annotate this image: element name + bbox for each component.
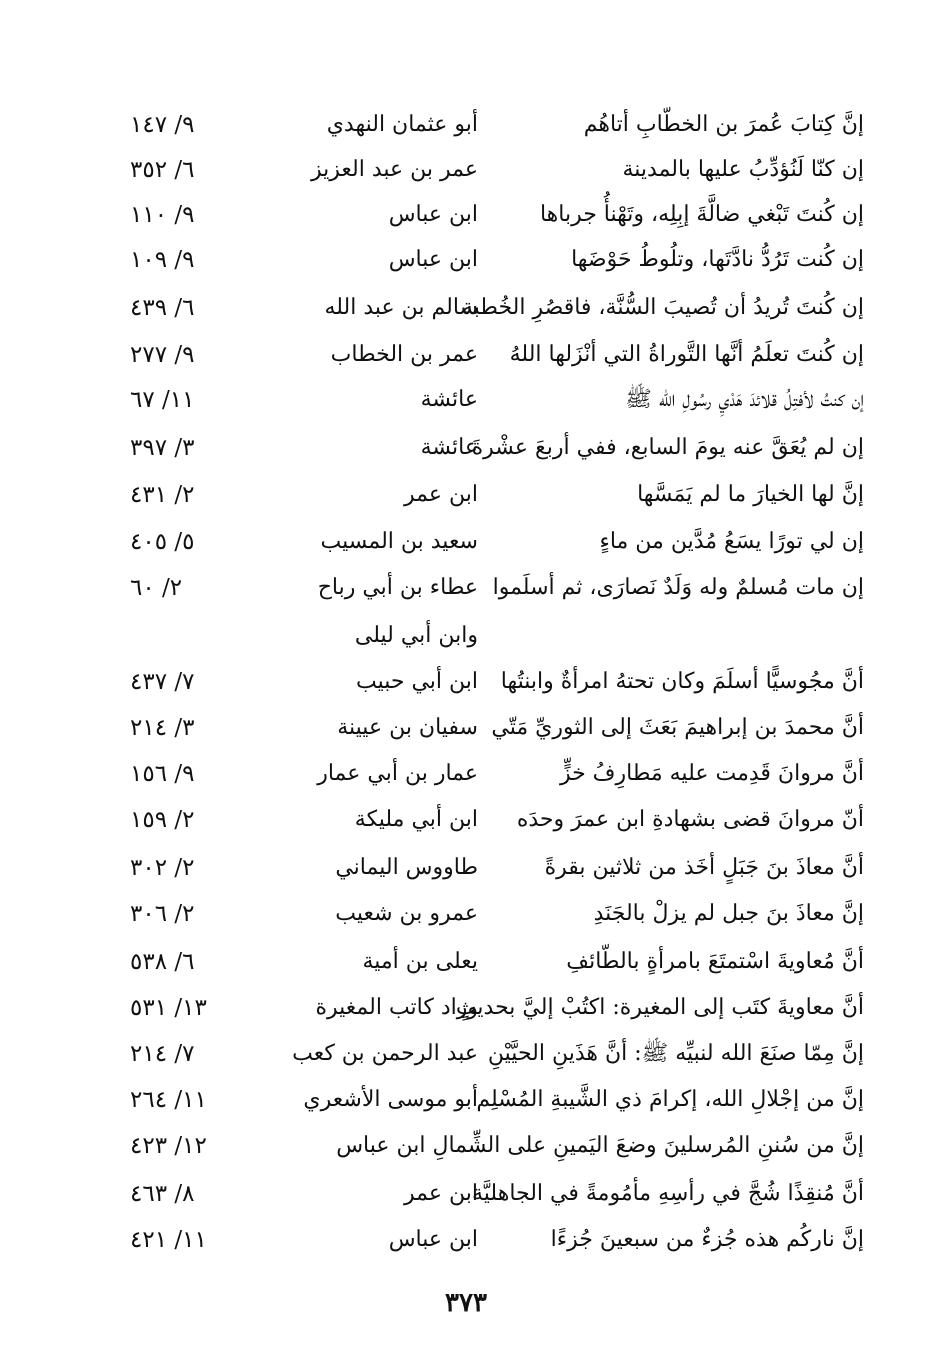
index-entry [0, 708, 932, 748]
volume-page-ref: ٨/ ٤٦٣ [130, 1181, 195, 1207]
index-entry [0, 1174, 932, 1214]
volume-page-ref: ١٣/ ٥٣١ [130, 995, 207, 1021]
narrator: سعيد بن المسيب [320, 529, 478, 554]
hadith-text: أنَّ معاويةَ كتَب إلى المغيرة: اكتُبْ إليَّ بحديثٍ [455, 995, 864, 1020]
hadith-text: إنَّ من سُننِ المُرسلينَ وضعَ اليَمينِ على الشِّمالِ ابن عباس [336, 1133, 864, 1158]
hadith-text: إن كنّا لَنُؤدِّبُ عليها بالمدينة [622, 157, 864, 182]
hadith-text: أنّ مروانَ قضى بشهادةِ ابن عمرَ وحدَه [516, 807, 864, 832]
volume-page-ref: ٢/ ٣٠٦ [130, 901, 195, 927]
volume-page-ref: ٢/ ١٥٩ [130, 807, 195, 833]
narrator: ابن عباس [388, 247, 478, 272]
narrator: ابن أبي حبيب [355, 669, 478, 694]
narrator: ابن عباس [388, 202, 478, 227]
volume-page-ref: ١٢/ ٤٢٣ [130, 1133, 207, 1159]
narrator: عمار بن أبي عمار [317, 761, 478, 786]
narrator: سالم بن عبد الله [324, 295, 478, 320]
volume-page-ref: ٩/ ١١٠ [130, 202, 195, 228]
index-entry [0, 1034, 932, 1074]
hadith-text: أنَّ محمدَ بن إبراهيمَ بَعَثَ إلى الثوريِّ مَتّي [491, 715, 864, 740]
volume-page-ref: ٩/ ٢٧٧ [130, 342, 195, 368]
index-entry [0, 988, 932, 1028]
narrator: طاووس اليماني [335, 855, 478, 880]
hadith-text: إن كُنتَ تعلَمُ أنَّها التَّوراةُ التي أنْزَلها اللهُ [509, 342, 864, 367]
narrator-continued: وابن أبي ليلى [354, 623, 478, 648]
hadith-text: إن مات مُسلمٌ وله وَلَدٌ نَصارَى، ثم أسلَموا [492, 575, 864, 600]
index-entry [0, 240, 932, 280]
index-entry [0, 942, 932, 982]
index-entry [0, 335, 932, 375]
volume-page-ref: ١١/ ٤٢١ [130, 1227, 207, 1253]
hadith-text: أنَّ مروانَ قَدِمت عليه مَطارِفُ خزٍّ [559, 761, 864, 786]
volume-page-ref: ١١/ ٦٧ [130, 387, 195, 413]
index-entry [0, 662, 932, 702]
narrator: أبو موسى الأشعري [303, 1087, 478, 1112]
hadith-text: إن كُنتَ تُريدُ أن تُصيبَ السُّنَّة، فاقصُرِ الخُطبة [461, 295, 864, 320]
narrator: أبو عثمان النهدي [326, 112, 478, 137]
narrator: وراد كاتب المغيرة [315, 995, 478, 1020]
narrator: عمر بن عبد العزيز [311, 157, 478, 182]
volume-page-ref: ٣/ ٣٩٧ [130, 435, 195, 461]
volume-page-ref: ٢/ ٦٠ [130, 575, 183, 601]
hadith-text: إنَّ لها الخيارَ ما لم يَمَسَّها [637, 482, 864, 507]
index-entry [0, 428, 932, 468]
volume-page-ref: ٧/ ٢١٤ [130, 1041, 195, 1067]
hadith-text: إن لم يُعَقَّ عنه يومَ السابع، ففي أربعَ عشْرةَ [471, 435, 864, 460]
index-entry [0, 894, 932, 934]
index-entry [0, 105, 932, 145]
narrator: سفيان بن عيينة [337, 715, 478, 740]
index-entry [0, 1220, 932, 1260]
index-entry [0, 754, 932, 794]
index-entry [0, 150, 932, 190]
index-entry [0, 1080, 932, 1120]
volume-page-ref: ٦/ ٣٥٢ [130, 157, 195, 183]
hadith-text: إن كُنت تَرُدُّ نادَّتَها، وتلُوطُ حَوْضَها [571, 247, 864, 272]
index-entry-continuation [0, 616, 932, 656]
index-entry [0, 380, 932, 420]
narrator: عائشة [420, 435, 478, 460]
volume-page-ref: ٦/ ٥٣٨ [130, 949, 195, 975]
volume-page-ref: ٢/ ٤٣١ [130, 482, 195, 508]
narrator: عبد الرحمن بن كعب [292, 1041, 478, 1066]
index-entry [0, 800, 932, 840]
narrator: ابن عمر [404, 1181, 478, 1206]
narrator: عمر بن الخطاب [330, 342, 478, 367]
narrator: عمرو بن شعيب [335, 901, 478, 926]
volume-page-ref: ٧/ ٤٣٧ [130, 669, 195, 695]
volume-page-ref: ٩/ ١٠٩ [130, 247, 195, 273]
volume-page-ref: ٥/ ٤٠٥ [130, 529, 195, 555]
index-entry [0, 568, 932, 608]
volume-page-ref: ٩/ ١٤٧ [130, 112, 195, 138]
hadith-text: إنَّ معاذَ بنَ جبل لم يزلْ بالجَنَدِ [593, 901, 864, 926]
volume-page-ref: ٢/ ٣٠٢ [130, 855, 195, 881]
narrator: عائشة [420, 387, 478, 412]
volume-page-ref: ٩/ ١٥٦ [130, 761, 195, 787]
hadith-text: إنَّ ناركُم هذه جُزءٌ من سبعينَ جُزءًا [550, 1227, 864, 1252]
narrator: ابن عباس [388, 1227, 478, 1252]
volume-page-ref: ١١/ ٢٦٤ [130, 1087, 207, 1113]
narrator: ابن عمر [404, 482, 478, 507]
hadith-text: أنَّ مُعاويةَ اسْتمتَعَ بامرأةٍ بالطّائفِ [566, 949, 864, 974]
index-entry [0, 475, 932, 515]
hadith-text: إن كنتُ لأفتِلُ قلائدَ هَدْيِ رسُولِ الله ﷺ [625, 387, 864, 412]
hadith-text: أنَّ معاذَ بنَ جَبَلٍ أخَذ من ثلاثين بقرةً [544, 855, 864, 880]
index-entry [0, 1126, 932, 1166]
index-entry [0, 848, 932, 888]
index-entry [0, 522, 932, 562]
volume-page-ref: ٦/ ٤٣٩ [130, 295, 195, 321]
hadith-text: إن كُنتَ تَبْغي ضالَّةَ إبِلِه، وتَهْنأُ جرباها [539, 202, 864, 227]
hadith-text: إنَّ من إجْلالِ الله، إكرامَ ذي الشَّيبةِ المُسْلِم [476, 1087, 864, 1112]
hadith-text: أنَّ مجُوسيًّا أسلَمَ وكان تحتهُ امرأةٌ وابنتُها [500, 669, 864, 694]
hadith-text: إنَّ كِتابَ عُمرَ بن الخطّابِ أتاهُم [583, 112, 864, 137]
hadith-text: إنَّ مِمّا صنَعَ الله لنبيِّه ﷺ: أنَّ هَذَينِ الحيَّيْنِ [487, 1041, 864, 1066]
narrator: عطاء بن أبي رباح [317, 575, 478, 600]
hadith-text: أنَّ مُنقِذًا شُجَّ في رأسِهِ مأمُومةً في الجاهليَّة [472, 1181, 864, 1206]
index-entry [0, 195, 932, 235]
narrator: ابن أبي مليكة [354, 807, 478, 832]
hadith-text: إن لي تورًا يسَعُ مُدَّين من ماءٍ [599, 529, 864, 554]
narrator: يعلى بن أمية [362, 949, 478, 974]
volume-page-ref: ٣/ ٢١٤ [130, 715, 195, 741]
index-entry [0, 288, 932, 328]
page-number: ٣٧٣ [445, 1288, 487, 1318]
